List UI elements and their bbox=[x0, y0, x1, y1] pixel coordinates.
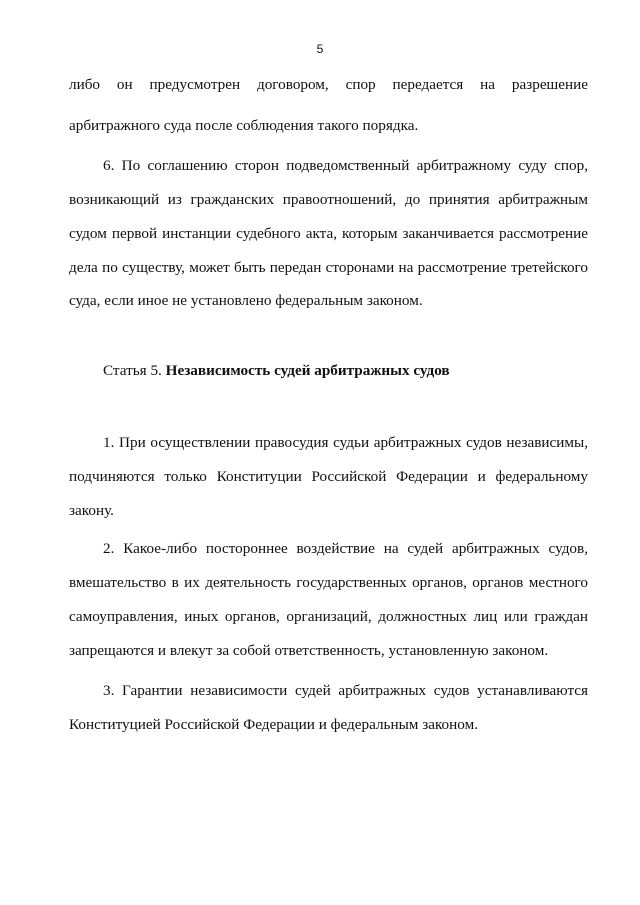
text-line: возникающий из гражданских правоотношений, до принятия арбитражным bbox=[69, 191, 588, 208]
paragraph-3-line: 3. Гарантии независимости судей арбитражных судов устанавливаются bbox=[103, 682, 588, 699]
text-line: Конституцией Российской Федерации и федеральным законом. bbox=[69, 716, 478, 733]
paragraph-6-line: 6. По соглашению сторон подведомственный арбитражному суду спор, bbox=[103, 157, 588, 174]
text-line: суда, если иное не установлено федеральным законом. bbox=[69, 292, 423, 309]
text-line: либо он предусмотрен договором, спор передается на разрешение bbox=[69, 76, 588, 93]
page-number: 5 bbox=[316, 42, 324, 56]
text-line: закону. bbox=[69, 502, 114, 519]
article-heading bbox=[103, 362, 588, 380]
text-line: подчиняются только Конституции Российской Федерации и федеральному bbox=[69, 468, 588, 485]
paragraph-2-line: 2. Какое-либо постороннее воздействие на судей арбитражных судов, bbox=[103, 540, 588, 557]
text-line: дела по существу, может быть передан сторонами на рассмотрение третейского bbox=[69, 259, 588, 276]
text-line: запрещаются и влекут за собой ответственность, установленную законом. bbox=[69, 642, 549, 659]
text-line: судом первой инстанции судебного акта, которым заканчивается рассмотрение bbox=[69, 225, 588, 242]
text-line: вмешательство в их деятельность государственных органов, органов местного bbox=[69, 574, 588, 591]
text-line: арбитражного суда после соблюдения такого порядка. bbox=[69, 117, 419, 134]
paragraph-1-line: 1. При осуществлении правосудия судьи арбитражных судов независимы, bbox=[103, 434, 588, 451]
text-line: самоуправления, иных органов, организаций, должностных лиц или граждан bbox=[69, 608, 588, 625]
article-title: Независимость судей арбитражных судов bbox=[165, 362, 450, 379]
article-label: Статья 5. bbox=[103, 362, 162, 379]
